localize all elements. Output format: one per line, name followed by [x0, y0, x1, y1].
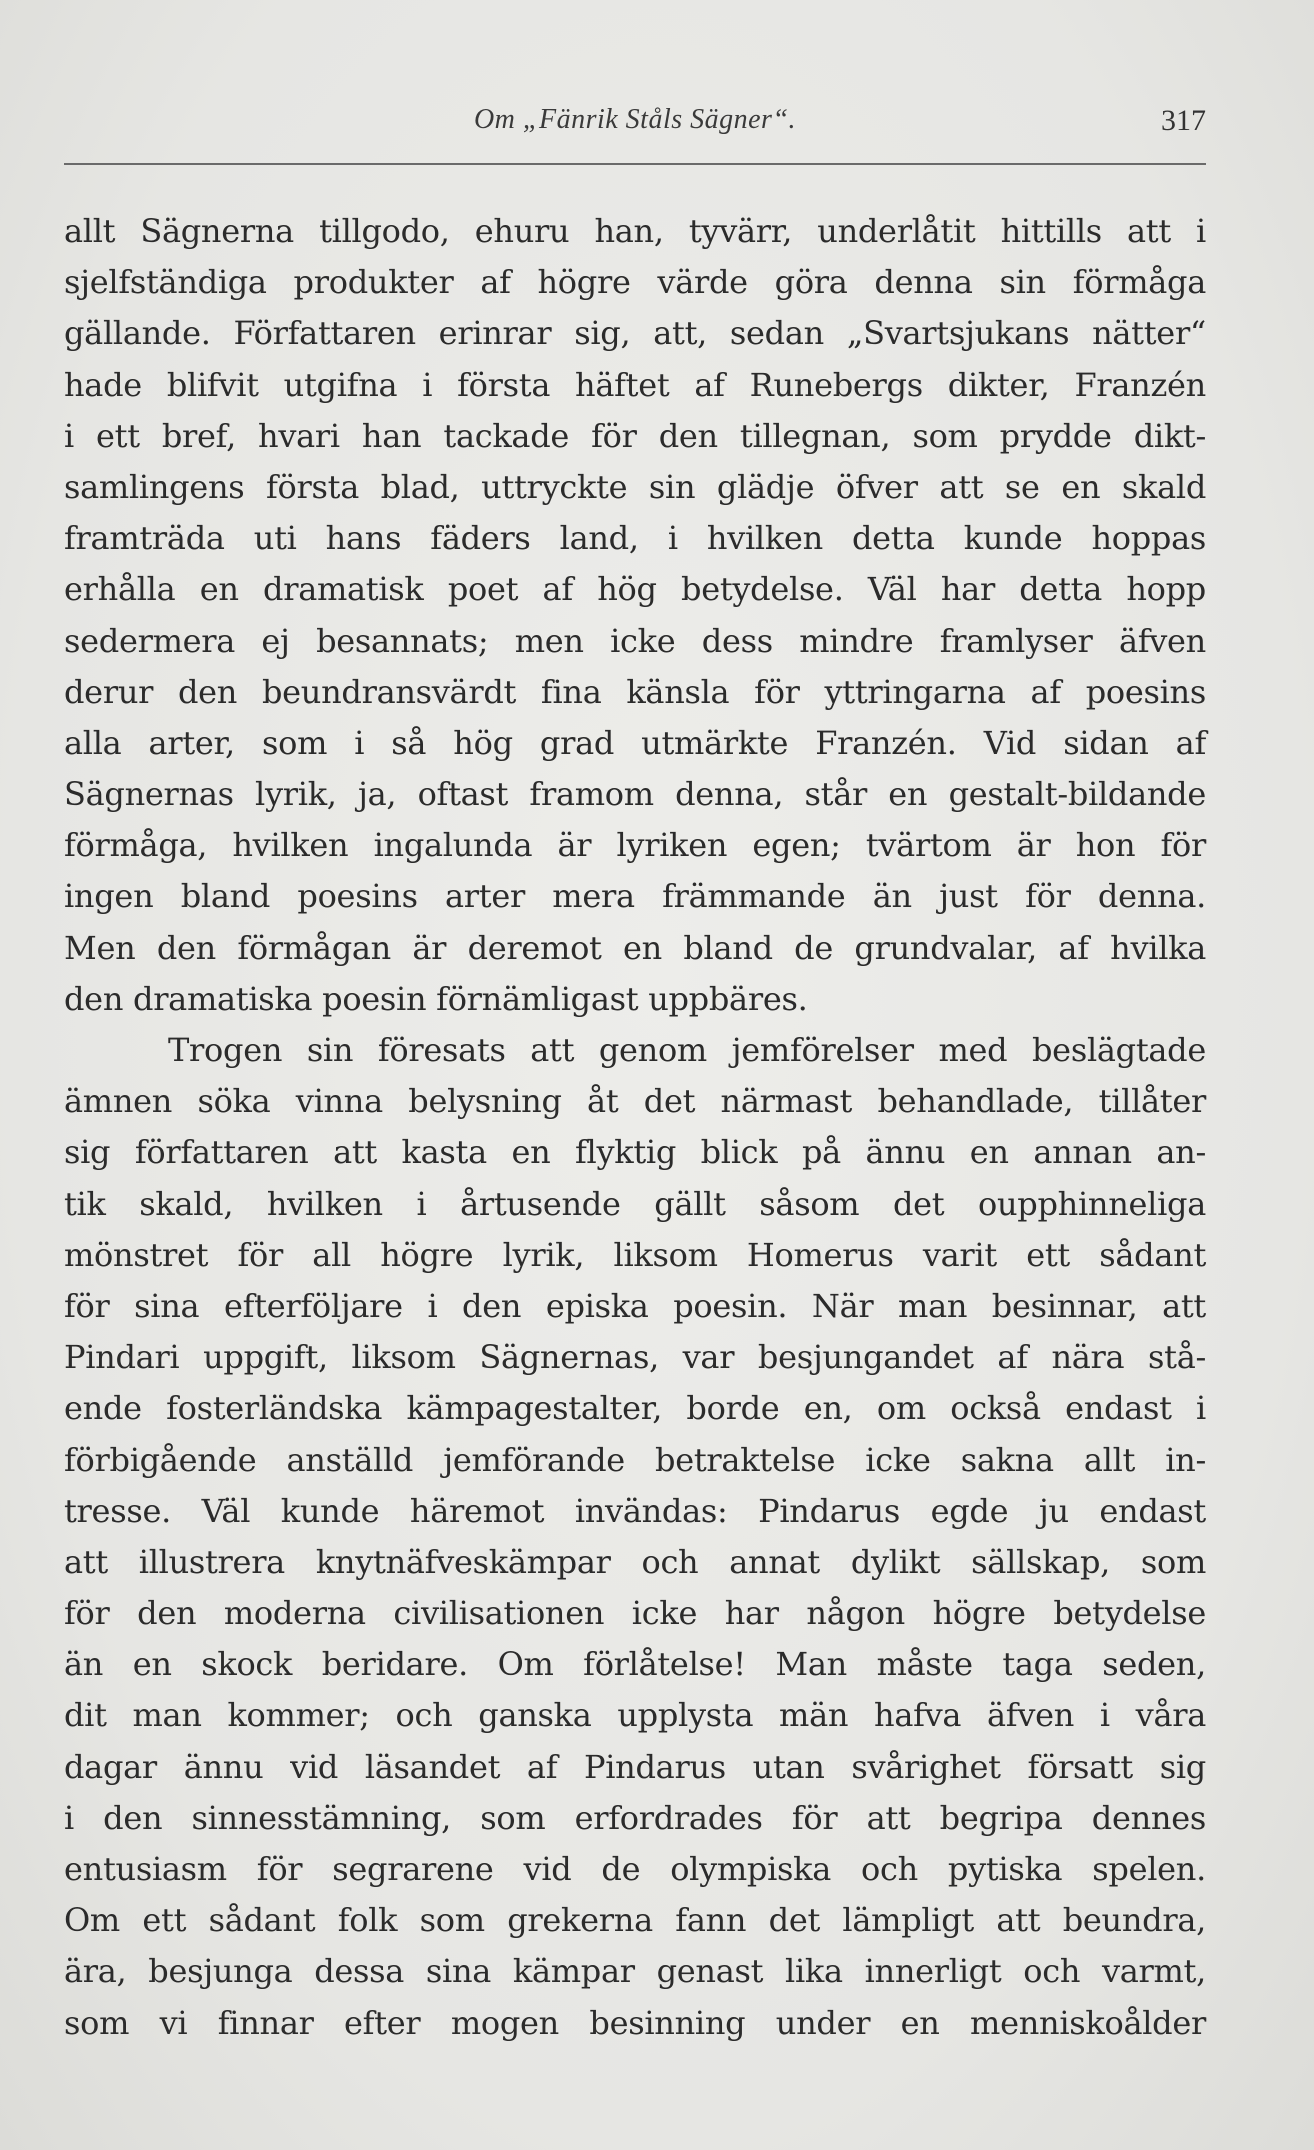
text-line: hade blifvit utgifna i första häftet af Runebergs dikter, Franzén: [64, 365, 1206, 404]
text-line: än en skock beridare. Om förlåtelse! Man måste taga seden,: [64, 1645, 1206, 1684]
text-line: Om ett sådant folk som grekerna fann det lämpligt att beundra,: [64, 1901, 1206, 1940]
text-line: den dramatiska poesin förnämligast uppbäres.: [64, 979, 808, 1018]
text-line: som vi finnar efter mogen besinning under en menniskoålder: [64, 2003, 1206, 2042]
text-line: sig författaren att kasta en flyktig blick på ännu en annan an-: [64, 1133, 1206, 1172]
text-line: i den sinnesstämning, som erfordrades för att begripa dennes: [64, 1798, 1206, 1837]
text-line: sjelfständiga produkter af högre värde göra denna sin förmåga: [64, 263, 1206, 302]
running-head: [64, 104, 1206, 148]
text-line: alla arter, som i så hög grad utmärkte Franzén. Vid sidan af: [64, 723, 1206, 762]
text-line: mönstret för all högre lyrik, liksom Homerus varit ett sådant: [64, 1235, 1206, 1274]
text-line: dagar ännu vid läsandet af Pindarus utan svårighet försatt sig: [64, 1747, 1206, 1786]
text-line: gällande. Författaren erinrar sig, att, sedan „Svartsjukans nätter“: [64, 314, 1206, 353]
text-line: framträda uti hans fäders land, i hvilken detta kunde hoppas: [64, 519, 1206, 558]
text-line: att illustrera knytnäfveskämpar och annat dylikt sällskap, som: [64, 1542, 1206, 1581]
text-line: Trogen sin föresats att genom jemförelser med beslägtade: [168, 1031, 1206, 1069]
text-line: Pindari uppgift, liksom Sägnernas, var besjungandet af nära stå-: [64, 1338, 1206, 1377]
text-line: förmåga, hvilken ingalunda är lyriken egen; tvärtom är hon för: [64, 826, 1206, 865]
text-line: tik skald, hvilken i årtusende gällt såsom det oupphinneliga: [64, 1184, 1206, 1223]
text-line: för sina efterföljare i den episka poesin. När man besinnar, att: [64, 1286, 1206, 1325]
text-line: Men den förmågan är deremot en bland de grundvalar, af hvilka: [64, 928, 1206, 967]
running-title: Om „Fänrik Ståls Sägner“.: [473, 104, 797, 135]
text-line: allt Sägnerna tillgodo, ehuru han, tyvärr, underlåtit hittills att i: [64, 212, 1206, 250]
text-line: sedermera ej besannats; men icke dess mindre framlyser äfven: [64, 621, 1206, 660]
page-number: 317: [1161, 104, 1206, 137]
text-line: samlingens första blad, uttryckte sin glädje öfver att se en skald: [64, 467, 1206, 506]
text-line: erhålla en dramatisk poet af hög betydelse. Väl har detta hopp: [64, 570, 1206, 609]
body-text: [64, 206, 1206, 2049]
text-line: tresse. Väl kunde häremot invändas: Pindarus egde ju endast: [64, 1491, 1206, 1530]
text-line: förbigående anställd jemförande betraktelse icke sakna allt in-: [64, 1440, 1206, 1479]
header-rule: [64, 163, 1206, 165]
text-line: i ett bref, hvari han tackade för den tillegnan, som prydde dikt-: [64, 416, 1206, 455]
text-line: dit man kommer; och ganska upplysta män hafva äfven i våra: [64, 1696, 1206, 1735]
text-line: ämnen söka vinna belysning åt det närmast behandlade, tillåter: [64, 1082, 1206, 1121]
text-line: ende fosterländska kämpagestalter, borde en, om också endast i: [64, 1389, 1206, 1428]
text-line: derur den beundransvärdt fina känsla för yttringarna af poesins: [64, 672, 1206, 711]
text-line: ingen bland poesins arter mera främmande än just för denna.: [64, 877, 1206, 916]
text-line: ära, besjunga dessa sina kämpar genast lika innerligt och varmt,: [64, 1952, 1206, 1991]
text-line: Sägnernas lyrik, ja, oftast framom denna, står en gestalt-bildande: [64, 775, 1206, 814]
text-line: entusiasm för segrarene vid de olympiska och pytiska spelen.: [64, 1850, 1206, 1888]
text-line: för den moderna civilisationen icke har någon högre betydelse: [64, 1594, 1206, 1633]
